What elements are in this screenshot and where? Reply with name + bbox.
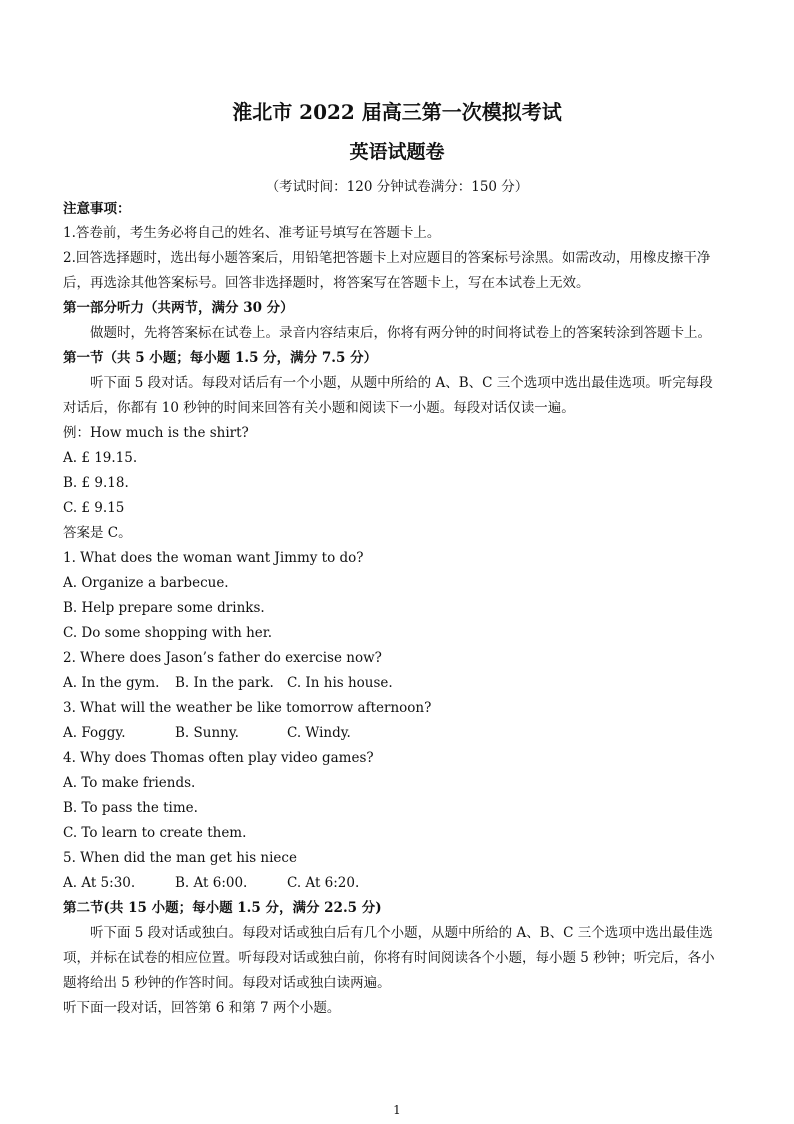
example-question: 例：How much is the shirt? [63, 425, 249, 441]
question-1-option-b: B. Help prepare some drinks. [63, 600, 265, 616]
example-option-c: C. £ 9.15 [63, 500, 125, 516]
question-5: 5. When did the man get his niece [63, 850, 297, 866]
question-3: 3. What will the weather be like tomorrow afternoon? [63, 700, 432, 716]
section1-heading: 第一节（共 5 小题；每小题 1.5 分，满分 7.5 分） [63, 350, 378, 366]
question-5-options [63, 873, 743, 893]
section2-instruction-c: 题将给出 5 秒钟的作答时间。每段对话或独白读两遍。 [63, 975, 391, 991]
question-2-options [63, 673, 743, 693]
question-4-option-b: B. To pass the time. [63, 800, 198, 816]
question-2-option-c: C. In his house. [287, 675, 393, 691]
notice-item-2b: 后，再选涂其他答案标号。回答非选择题时，将答案写在答题卡上，写在本试卷上无效。 [63, 275, 590, 291]
question-4-option-c: C. To learn to create them. [63, 825, 247, 841]
section2-instruction-d: 听下面一段对话，回答第 6 和第 7 两个小题。 [63, 1000, 341, 1016]
question-1: 1. What does the woman want Jimmy to do? [63, 550, 364, 566]
question-4: 4. Why does Thomas often play video games? [63, 750, 374, 766]
question-4-option-a: A. To make friends. [63, 775, 196, 791]
section2-instruction-a: 听下面 5 段对话或独白。每段对话或独白后有几个小题，从题中所给的 A、B、C 三个选项中选出最佳选 [90, 925, 713, 941]
part1-heading: 第一部分听力（共两节，满分 30 分） [63, 300, 294, 316]
page-subtitle: 英语试题卷 [349, 141, 445, 163]
notice-item-1: 1.答卷前，考生务必将自己的姓名、准考证号填写在答题卡上。 [63, 225, 441, 241]
page-title: 淮北市 2022 届高三第一次模拟考试 [232, 100, 562, 124]
question-3-option-a: A. Foggy. [63, 725, 126, 741]
question-1-option-c: C. Do some shopping with her. [63, 625, 273, 641]
question-3-options [63, 723, 743, 743]
example-option-b: B. £ 9.18. [63, 475, 129, 491]
section1-instruction-b: 对话后，你都有 10 秒钟的时间来回答有关小题和阅读下一小题。每段对话仅读一遍。 [63, 400, 575, 416]
question-5-option-c: C. At 6:20. [287, 875, 360, 891]
notice-heading: 注意事项： [63, 201, 131, 217]
question-1-option-a: A. Organize a barbecue. [63, 575, 229, 591]
example-answer: 答案是 C。 [63, 525, 132, 541]
question-5-option-a: A. At 5:30. [63, 875, 136, 891]
part1-instruction: 做题时，先将答案标在试卷上。录音内容结束后，你将有两分钟的时间将试卷上的答案转涂到答题卡上。 [90, 325, 711, 341]
question-3-option-b: B. Sunny. [175, 725, 239, 741]
question-2: 2. Where does Jason’s father do exercise now? [63, 650, 382, 666]
question-2-option-b: B. In the park. [175, 675, 274, 691]
section2-heading: 第二节(共 15 小题；每小题 1.5 分，满分 22.5 分) [63, 900, 382, 916]
question-3-option-c: C. Windy. [287, 725, 351, 741]
section1-instruction-a: 听下面 5 段对话。每段对话后有一个小题，从题中所给的 A、B、C 三个选项中选出最佳选项。听完每段 [90, 375, 713, 391]
example-option-a: A. £ 19.15. [63, 450, 138, 466]
section2-instruction-b: 项，并标在试卷的相应位置。听每段对话或独白前，你将有时间阅读各个小题，每小题 5 秒钟；听完后，各小 [63, 950, 715, 966]
exam-info: （考试时间：120 分钟试卷满分：150 分） [265, 179, 529, 195]
question-5-option-b: B. At 6:00. [175, 875, 248, 891]
page-number: 1 [393, 1103, 401, 1117]
question-2-option-a: A. In the gym. [63, 675, 160, 691]
notice-item-2a: 2.回答选择题时，选出每小题答案后，用铅笔把答题卡上对应题目的答案标号涂黑。如需改动，用橡皮擦干净 [63, 250, 711, 266]
